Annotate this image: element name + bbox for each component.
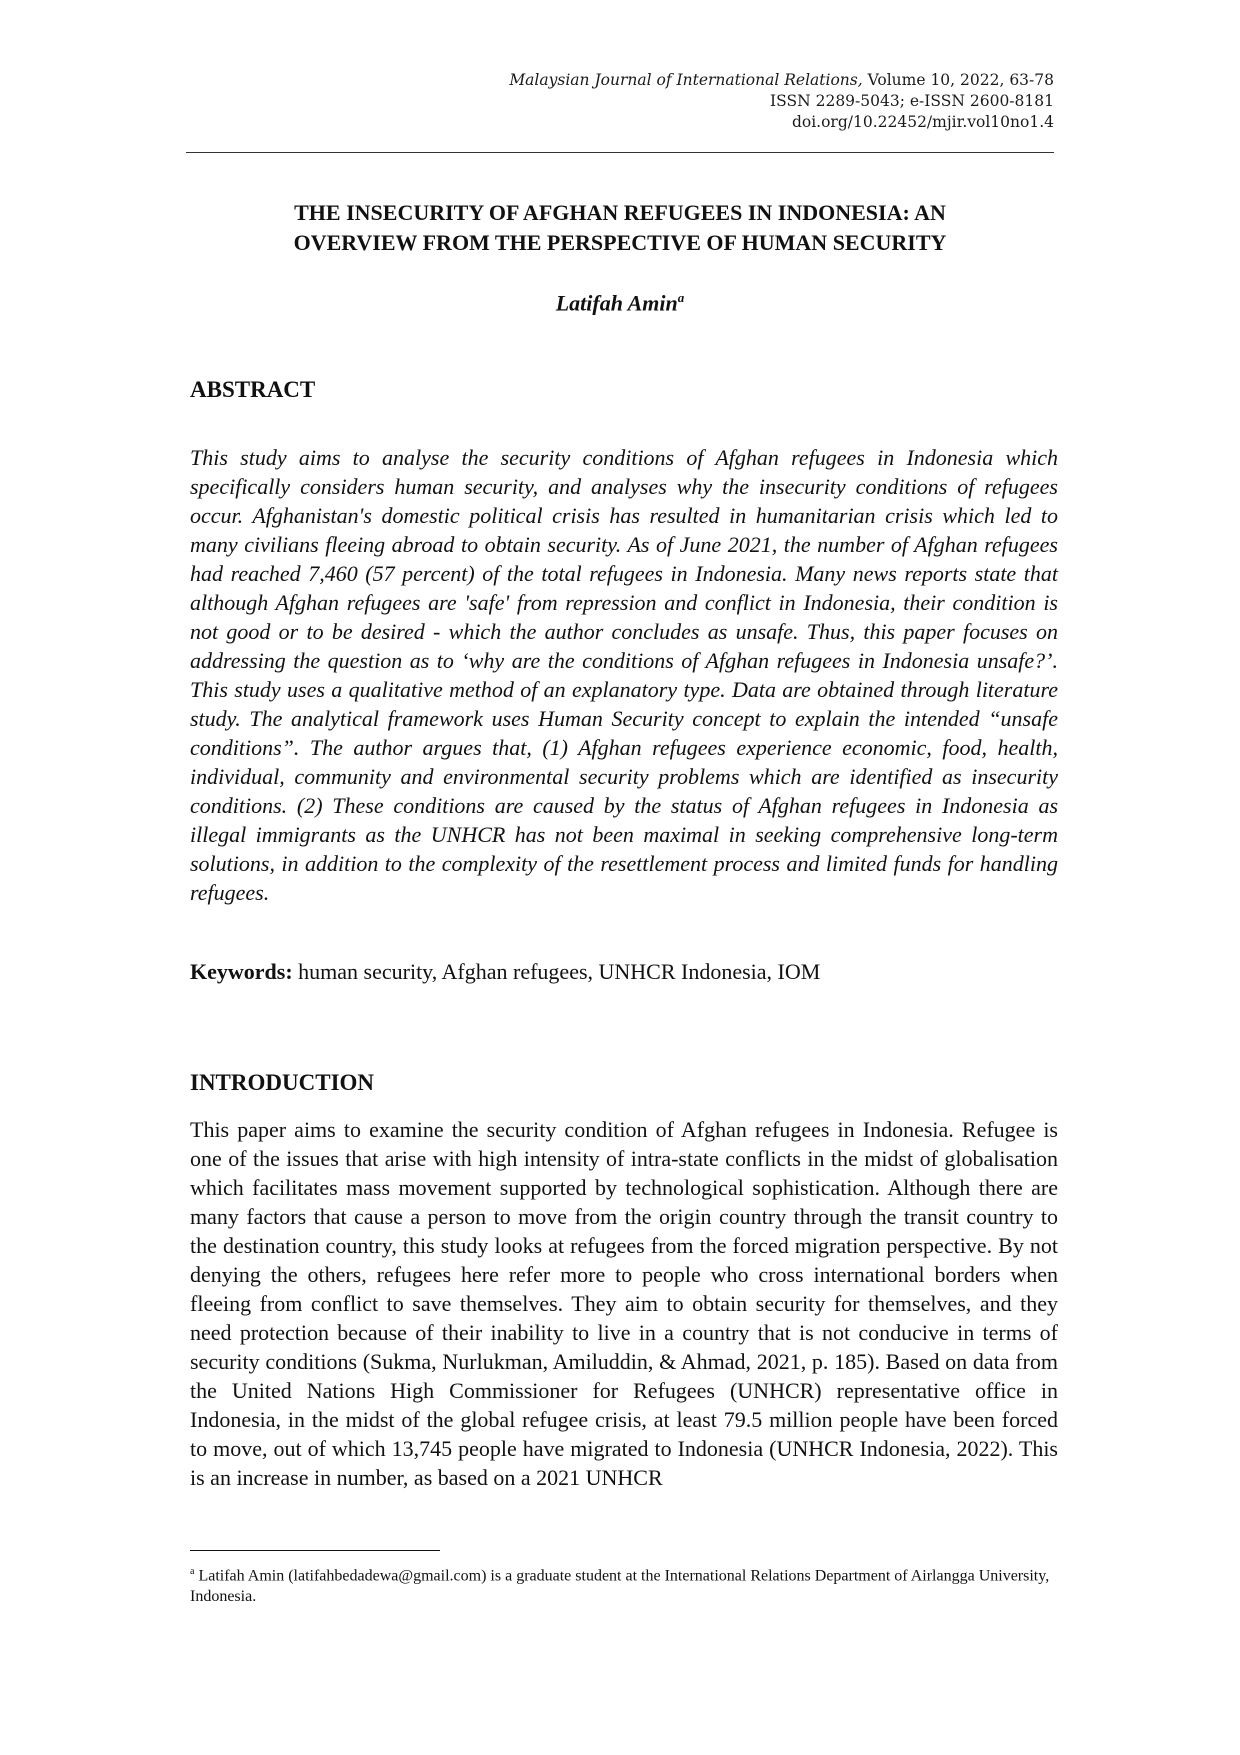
journal-issn: ISSN 2289-5043; e-ISSN 2600-8181: [770, 92, 1054, 110]
keywords-line: [190, 957, 1058, 986]
footnote-divider: [190, 1550, 440, 1551]
paper-title: [186, 198, 1054, 258]
journal-name: Malaysian Journal of International Relations,: [509, 71, 863, 89]
keywords-text: human security, Afghan refugees, UNHCR Indonesia, IOM: [292, 959, 821, 984]
author-name: Latifah Amin: [555, 290, 678, 316]
introduction-heading: INTRODUCTION: [190, 1070, 375, 1095]
journal-volume: Volume 10, 2022, 63-78: [862, 71, 1054, 89]
author-line: [186, 283, 1054, 318]
keywords-label: Keywords:: [190, 959, 293, 984]
title-line-1: THE INSECURITY OF AFGHAN REFUGEES IN INDONESIA: AN: [294, 200, 946, 225]
journal-header: [354, 70, 1054, 133]
abstract-heading: ABSTRACT: [190, 377, 316, 402]
header-divider: [186, 152, 1054, 153]
footnote-text: Latifah Amin (latifahbedadewa@gmail.com) is a graduate student at the International Relations Department of Airlangga University, Indonesia.: [190, 1567, 1050, 1606]
footnote: [190, 1561, 1058, 1607]
journal-citation: [354, 70, 1054, 91]
footnote-mark: a: [190, 1566, 195, 1577]
title-line-2: OVERVIEW FROM THE PERSPECTIVE OF HUMAN SECURITY: [293, 230, 947, 255]
introduction-text: This paper aims to examine the security condition of Afghan refugees in Indonesia. Refugee is one of the issues that arise with high intensity of intra-state conflicts in the midst of globalisation which facilitates mass movement supported by technological sophistication. Although there are many factors that cause a person to move from the origin country through the transit country to the destination country, this study looks at refugees from the forced migration perspective. By not denying the others, refugees here refer more to people who cross international borders when fleeing from conflict to save themselves. They aim to obtain security for themselves, and they need protection because of their inability to live in a country that is not conducive in terms of security conditions (Sukma, Nurlukman, Amiluddin, & Ahmad, 2021, p. 185). Based on data from the United Nations High Commissioner for Refugees (UNHCR) representative office in Indonesia, in the midst of the global refugee crisis, at least 79.5 million people have been forced to move, out of which 13,745 people have migrated to Indonesia (UNHCR Indonesia, 2022). This is an increase in number, as based on a 2021 UNHCR: [190, 1117, 1058, 1490]
abstract-text: This study aims to analyse the security conditions of Afghan refugees in Indonesia which specifically considers human security, and analyses why the insecurity conditions of refugees occur. Afghanistan's domestic political crisis has resulted in humanitarian crisis which led to many civilians fleeing abroad to obtain security. As of June 2021, the number of Afghan refugees had reached 7,460 (57 percent) of the total refugees in Indonesia. Many news reports state that although Afghan refugees are 'safe' from repression and conflict in Indonesia, their condition is not good or to be desired - which the author concludes as unsafe. Thus, this paper focuses on addressing the question as to ‘why are the conditions of Afghan refugees in Indonesia unsafe?’. This study uses a qualitative method of an explanatory type. Data are obtained through literature study. The analytical framework uses Human Security concept to explain the intended “unsafe conditions”. The author argues that, (1) Afghan refugees experience economic, food, health, individual, community and environmental security problems which are identified as insecurity conditions. (2) These conditions are caused by the status of Afghan refugees in Indonesia as illegal immigrants as the UNHCR has not been maximal in seeking comprehensive long-term solutions, in addition to the complexity of the resettlement process and limited funds for handling refugees.: [190, 445, 1058, 905]
journal-doi: doi.org/10.22452/mjir.vol10no1.4: [791, 113, 1054, 131]
author-footnote-mark: a: [677, 290, 685, 305]
